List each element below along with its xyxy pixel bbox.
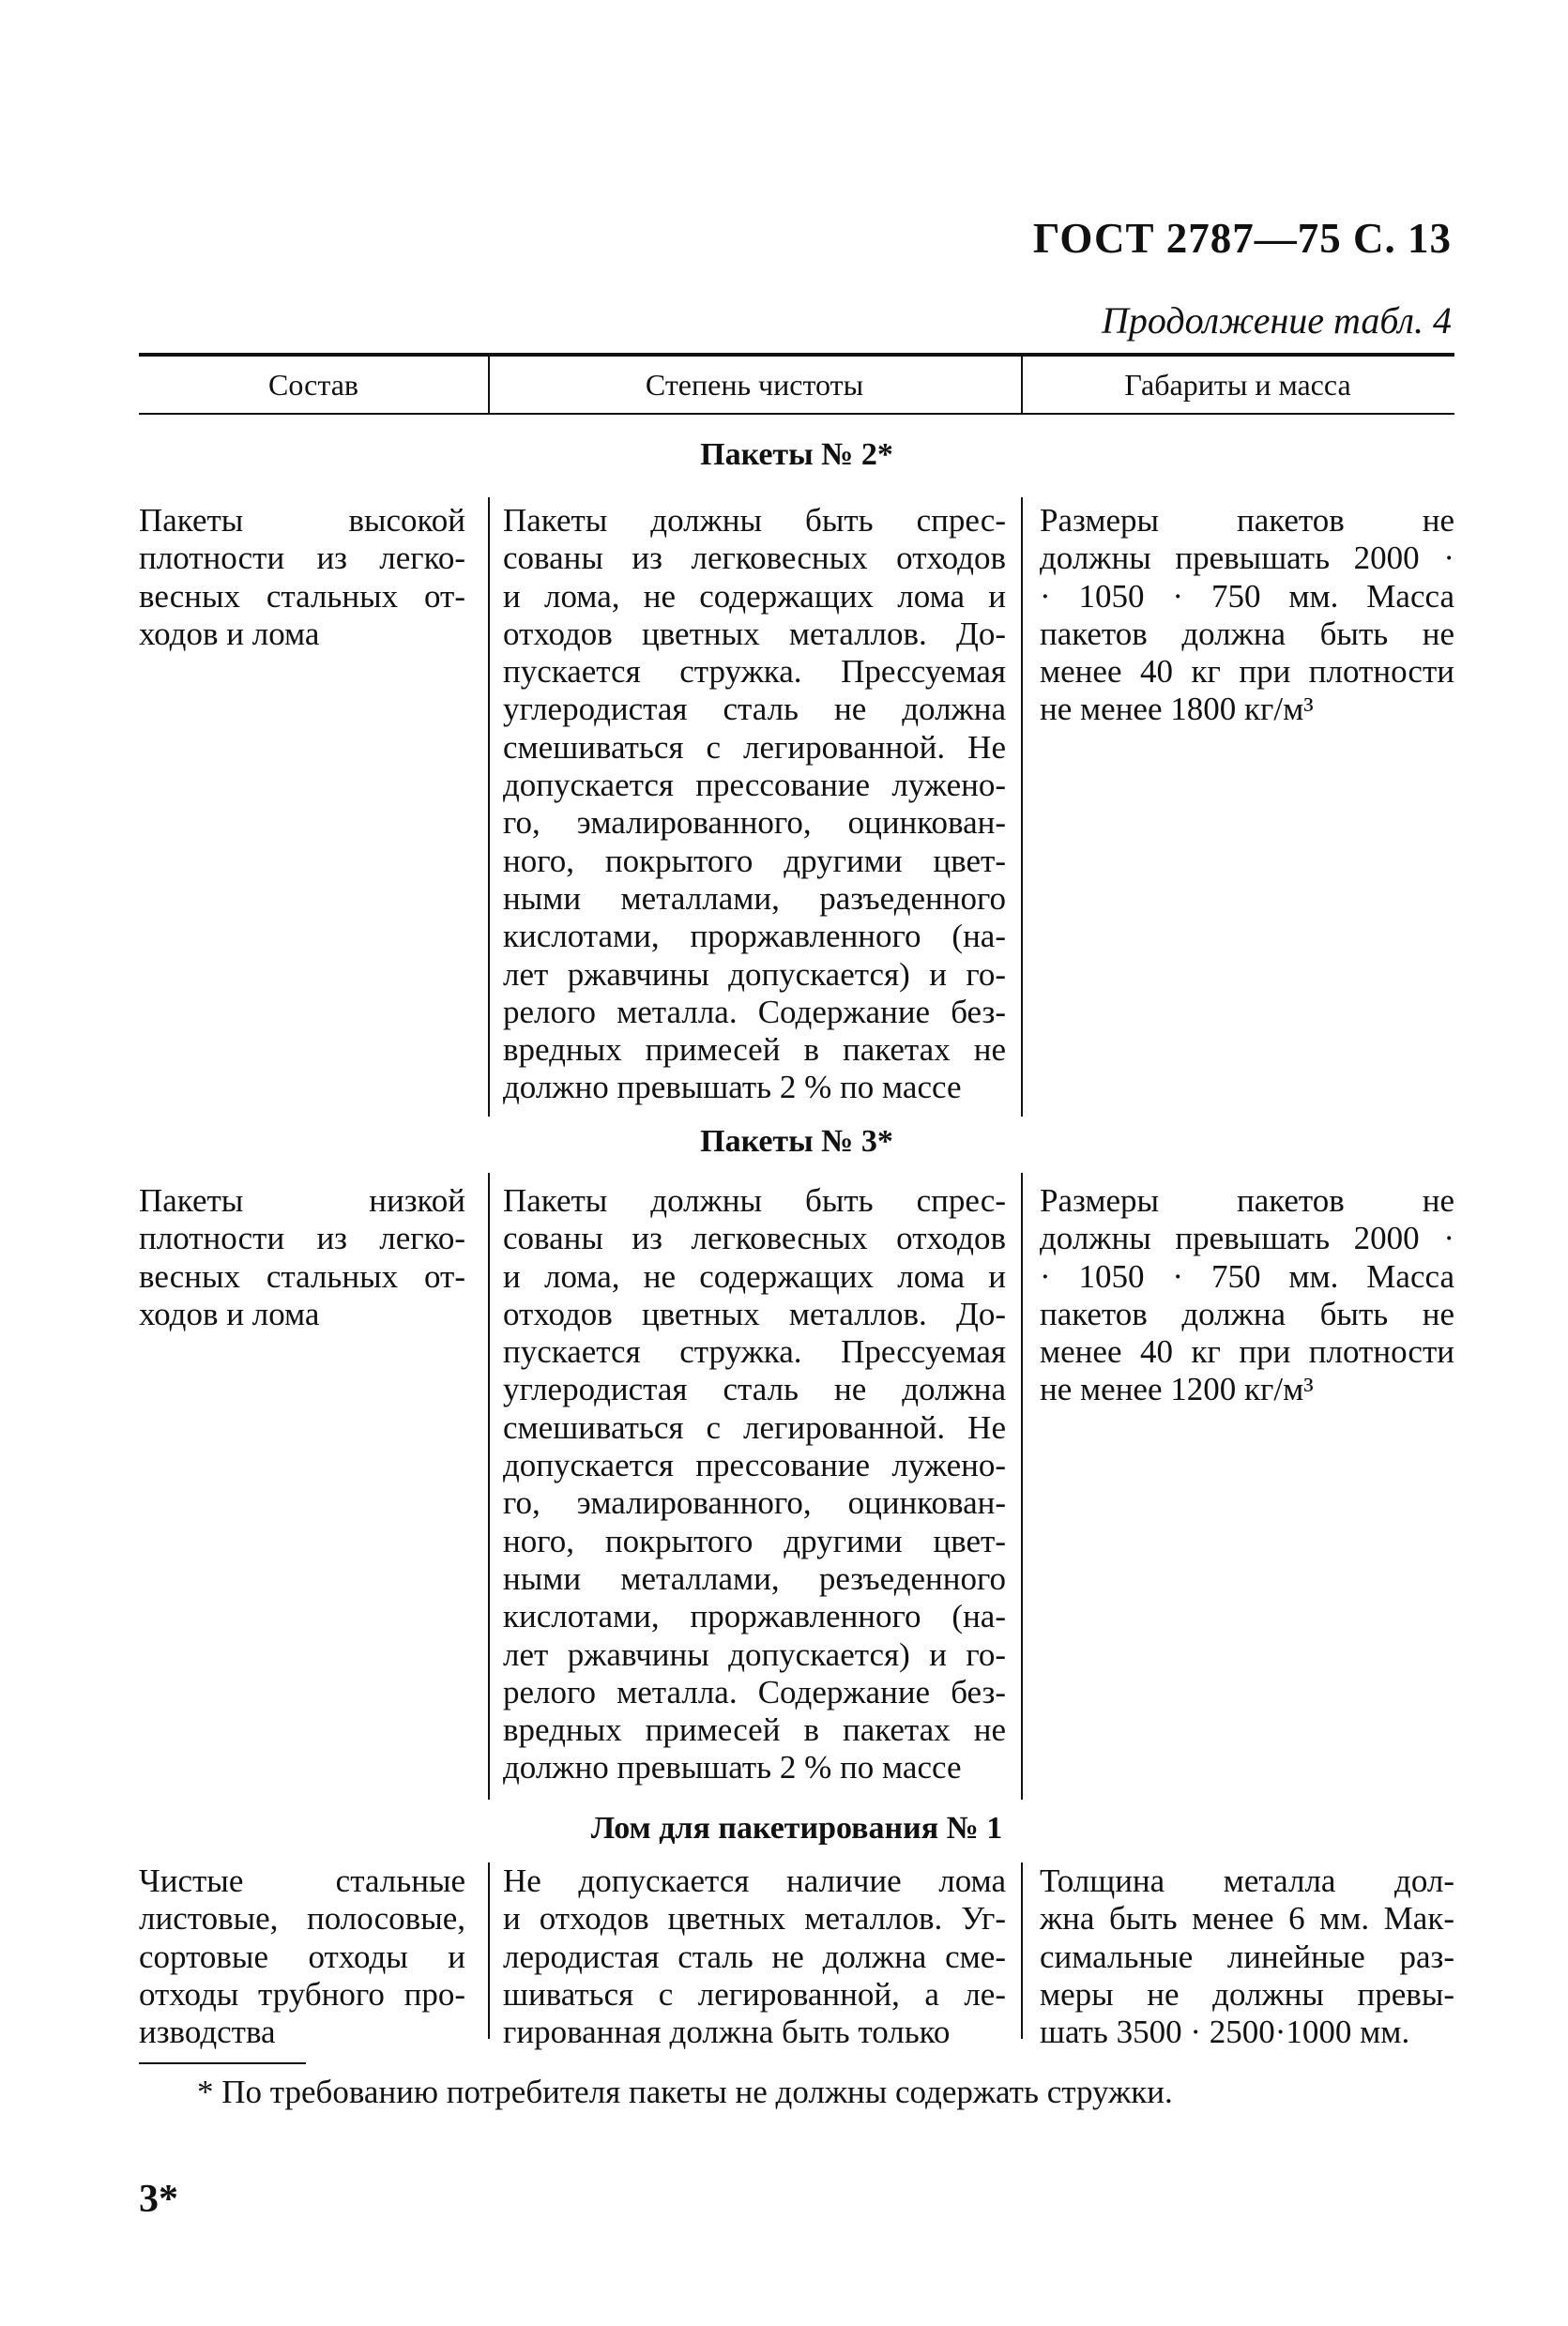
section-title-packets-3: Пакеты № 3* bbox=[700, 1124, 893, 1159]
purity-line: кислотами, проржавленного (на- bbox=[503, 1598, 1006, 1635]
dimensions-line: менее 40 кг при плотности bbox=[1040, 1333, 1454, 1371]
composition-line: изводства bbox=[139, 2014, 276, 2051]
purity-line: смешиваться с легированной. Не bbox=[503, 1408, 1006, 1446]
purity-line: Не допускается наличие лома bbox=[503, 1862, 1006, 1899]
section-3-purity bbox=[503, 1862, 1006, 2051]
dimensions-line: не менее 1800 кг/м³ bbox=[1040, 691, 1314, 728]
column-header-purity: Степень чистоты bbox=[645, 368, 864, 402]
composition-line: весных стальных от- bbox=[139, 1257, 465, 1295]
section-2-purity bbox=[503, 1182, 1006, 1787]
purity-line: леродистая сталь не должна сме- bbox=[503, 1938, 1006, 1975]
composition-line: Пакеты низкой bbox=[139, 1182, 465, 1219]
composition-line: плотности из легко- bbox=[139, 1220, 465, 1257]
purity-line: ными металлами, резъеденного bbox=[503, 1559, 1006, 1597]
composition-line: Чистые стальные bbox=[139, 1862, 465, 1899]
dimensions-line: не менее 1200 кг/м³ bbox=[1040, 1371, 1314, 1408]
purity-line: релого металла. Содержание без- bbox=[503, 993, 1006, 1030]
purity-line: ными металлами, разъеденного bbox=[503, 879, 1006, 917]
dimensions-line: пакетов должна быть не bbox=[1040, 1295, 1454, 1332]
table-top-rule bbox=[139, 353, 1454, 357]
purity-line: Пакеты должны быть спрес- bbox=[503, 502, 1006, 539]
table-header-rule bbox=[139, 413, 1454, 415]
composition-line: отходы трубного про- bbox=[139, 1975, 465, 2013]
purity-line: допускается прессование лужено- bbox=[503, 767, 1006, 804]
purity-line: го, эмалированного, оцинкован- bbox=[503, 804, 1006, 842]
purity-line: отходов цветных металлов. До- bbox=[503, 1295, 1006, 1332]
dimensions-line: Размеры пакетов не bbox=[1040, 1182, 1454, 1219]
purity-line: релого металла. Содержание без- bbox=[503, 1673, 1006, 1710]
purity-line: вредных примесей в пакетах не bbox=[503, 1031, 1006, 1069]
section-2-divider-1 bbox=[488, 1173, 490, 1800]
purity-line: ного, покрытого другими цвет- bbox=[503, 842, 1006, 879]
section-2-divider-2 bbox=[1021, 1173, 1023, 1800]
dimensions-line: менее 40 кг при плотности bbox=[1040, 653, 1454, 691]
dimensions-line: Размеры пакетов не bbox=[1040, 502, 1454, 539]
purity-line: ного, покрытого другими цвет- bbox=[503, 1522, 1006, 1559]
purity-line: и лома, не содержащих лома и bbox=[503, 1257, 1006, 1295]
section-1-composition bbox=[139, 502, 465, 653]
dimensions-line: шать 3500 · 2500·1000 мм. bbox=[1040, 2014, 1410, 2051]
section-title-packets-2: Пакеты № 2* bbox=[700, 437, 893, 472]
purity-line: и отходов цветных металлов. Уг- bbox=[503, 1900, 1006, 1938]
section-title-scrap-1: Лом для пакетирования № 1 bbox=[590, 1811, 1003, 1846]
document-header-title: ГОСТ 2787—75 С. 13 bbox=[1032, 215, 1452, 262]
dimensions-line: пакетов должна быть не bbox=[1040, 615, 1454, 652]
composition-line: ходов и лома bbox=[139, 615, 320, 652]
column-header-composition: Состав bbox=[267, 368, 359, 402]
purity-line: кислотами, проржавленного (на- bbox=[503, 918, 1006, 955]
purity-line: допускается прессование лужено- bbox=[503, 1447, 1006, 1484]
footnote-rule bbox=[139, 2062, 306, 2064]
footnote: * По требованию потребителя пакеты не должны содержать стружки. bbox=[197, 2074, 1173, 2110]
purity-line: сованы из легковесных отходов bbox=[503, 1220, 1006, 1257]
dimensions-line: меры не должны превы- bbox=[1040, 1975, 1454, 2013]
section-2-dimensions bbox=[1040, 1182, 1454, 1409]
purity-line: вредных примесей в пакетах не bbox=[503, 1711, 1006, 1749]
purity-line: пускается стружка. Прессуемая bbox=[503, 1333, 1006, 1371]
dimensions-line: должны превышать 2000 · bbox=[1040, 1220, 1454, 1257]
column-header-dimensions: Габариты и масса bbox=[1124, 368, 1351, 402]
section-3-dimensions bbox=[1040, 1862, 1454, 2051]
section-3-composition bbox=[139, 1862, 465, 2051]
section-1-divider-1 bbox=[488, 497, 490, 1117]
dimensions-line: симальные линейные раз- bbox=[1040, 1938, 1454, 1975]
composition-line: листовые, полосовые, bbox=[139, 1900, 465, 1938]
composition-line: Пакеты высокой bbox=[139, 502, 465, 539]
purity-line: должно превышать 2 % по массе bbox=[503, 1069, 962, 1106]
purity-line: лет ржавчины допускается) и го- bbox=[503, 955, 1006, 993]
dimensions-line: жна быть менее 6 мм. Мак- bbox=[1040, 1900, 1454, 1938]
purity-line: смешиваться с легированной. Не bbox=[503, 728, 1006, 766]
purity-line: пускается стружка. Прессуемая bbox=[503, 653, 1006, 691]
dimensions-line: · 1050 · 750 мм. Масса bbox=[1040, 1257, 1454, 1295]
purity-line: шиваться с легированной, а ле- bbox=[503, 1975, 1006, 2013]
section-1-purity bbox=[503, 502, 1006, 1107]
page-mark: 3* bbox=[139, 2178, 178, 2221]
table-continuation-label: Продолжение табл. 4 bbox=[1101, 299, 1452, 342]
purity-line: Пакеты должны быть спрес- bbox=[503, 1182, 1006, 1219]
purity-line: сованы из легковесных отходов bbox=[503, 540, 1006, 577]
section-3-divider-2 bbox=[1021, 1862, 1023, 2039]
dimensions-line: · 1050 · 750 мм. Масса bbox=[1040, 577, 1454, 615]
composition-line: сортовые отходы и bbox=[139, 1938, 465, 1975]
section-2-composition bbox=[139, 1182, 465, 1333]
dimensions-line: Толщина металла дол- bbox=[1040, 1862, 1454, 1899]
section-1-divider-2 bbox=[1021, 497, 1023, 1117]
dimensions-line: должны превышать 2000 · bbox=[1040, 540, 1454, 577]
purity-line: углеродистая сталь не должна bbox=[503, 691, 1006, 728]
purity-line: углеродистая сталь не должна bbox=[503, 1371, 1006, 1408]
purity-line: лет ржавчины допускается) и го- bbox=[503, 1635, 1006, 1673]
purity-line: должно превышать 2 % по массе bbox=[503, 1749, 962, 1786]
composition-line: весных стальных от- bbox=[139, 577, 465, 615]
purity-line: гированная должна быть только bbox=[503, 2014, 951, 2051]
purity-line: и лома, не содержащих лома и bbox=[503, 577, 1006, 615]
section-1-dimensions bbox=[1040, 502, 1454, 729]
section-3-divider-1 bbox=[488, 1862, 490, 2039]
purity-line: отходов цветных металлов. До- bbox=[503, 615, 1006, 652]
composition-line: плотности из легко- bbox=[139, 540, 465, 577]
composition-line: ходов и лома bbox=[139, 1295, 320, 1332]
purity-line: го, эмалированного, оцинкован- bbox=[503, 1484, 1006, 1522]
